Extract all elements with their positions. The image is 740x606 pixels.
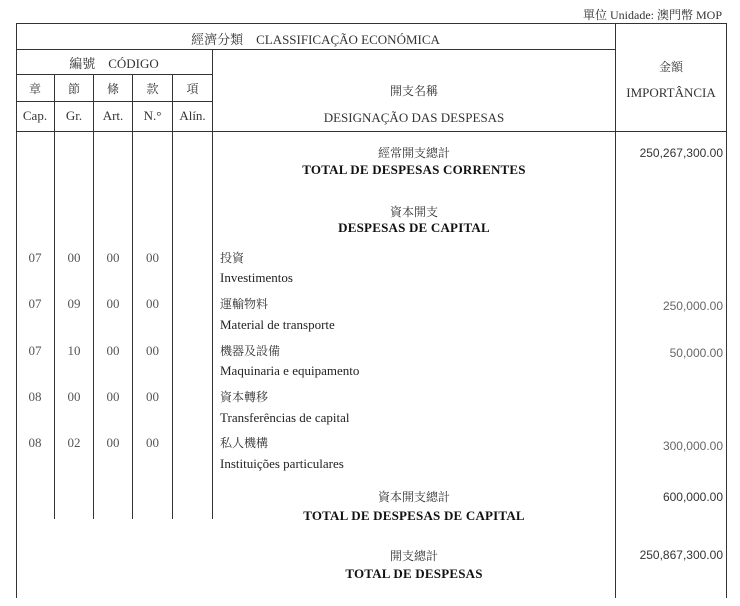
row-art: 00 [106,296,120,311]
codigo-underline [16,74,212,75]
col-cap-pt: Cap. [22,108,48,123]
row-gr: 10 [67,343,81,358]
total-overall-pt: TOTAL DE DESPESAS [345,566,483,581]
classification-underline [16,49,615,50]
capital-heading-pt: DESPESAS DE CAPITAL [338,220,490,235]
col-gr-cn: 節 [67,82,80,96]
row-amount: 300,000.00 [662,439,723,453]
row-art: 00 [106,250,120,265]
amount-header-pt: IMPORTÂNCIA [626,85,716,100]
cn-cols-underline [16,101,212,102]
col-n-cn: 款 [146,82,159,96]
col-alin-cn: 項 [186,82,199,96]
total-capital-cn: 資本開支總計 [377,490,450,504]
row-desc-pt: Investimentos [220,270,293,285]
row-cap: 07 [28,343,42,358]
total-current-amount: 250,267,300.00 [639,146,723,160]
row-n: 00 [146,250,159,265]
total-overall-cn: 開支總計 [389,549,438,563]
row-cap: 07 [28,296,42,311]
designation-header-cn: 開支名稱 [389,84,438,98]
row-amount: 50,000.00 [669,346,723,360]
row-n: 00 [146,296,159,311]
col-gr-pt: Gr. [65,108,83,123]
row-desc-pt: Material de transporte [220,317,335,332]
row-gr: 09 [67,296,81,311]
classification-header: 經濟分類 CLASSIFICAÇÃO ECONÓMICA [191,32,440,47]
header-bottom-border [16,131,727,132]
codigo-header: 編號 CÓDIGO [69,56,159,71]
total-current-pt: TOTAL DE DESPESAS CORRENTES [302,162,526,177]
total-capital-amount: 600,000.00 [662,490,723,504]
col-divider-n [172,74,173,519]
unit-label: 單位 Unidade: 澳門幣 MOP [583,8,722,22]
amount-header-cn: 金額 [658,60,683,74]
row-art: 00 [106,343,120,358]
row-desc-pt: Instituições particulares [220,456,344,471]
row-desc-cn: 資本轉移 [220,390,269,404]
col-art-cn: 條 [106,82,119,96]
row-gr: 02 [67,435,81,450]
row-cap: 08 [28,389,42,404]
row-desc-cn: 運輸物料 [220,297,269,311]
row-n: 00 [146,389,159,404]
row-desc-pt: Maquinaria e equipamento [220,363,360,378]
table-right-border [726,23,727,598]
row-n: 00 [146,343,159,358]
row-desc-pt: Transferências de capital [220,410,350,425]
row-gr: 00 [67,250,81,265]
total-overall-amount: 250,867,300.00 [639,548,723,562]
row-cap: 07 [28,250,42,265]
row-desc-cn: 機器及設備 [220,344,281,358]
total-current-cn: 經常開支總計 [377,146,450,160]
row-desc-cn: 私人機構 [220,436,269,450]
col-n-pt: N.° [143,108,162,123]
designation-header-pt: DESIGNAÇÃO DAS DESPESAS [323,110,505,125]
table-top-border [16,23,727,24]
total-capital-pt: TOTAL DE DESPESAS DE CAPITAL [303,508,525,523]
col-alin-pt: Alín. [179,108,206,123]
col-art-pt: Art. [102,108,124,123]
row-gr: 00 [67,389,81,404]
col-cap-cn: 章 [28,82,41,96]
row-cap: 08 [28,435,42,450]
row-desc-cn: 投資 [220,251,245,265]
row-n: 00 [146,435,159,450]
capital-heading-cn: 資本開支 [389,205,438,219]
row-amount: 250,000.00 [662,299,723,313]
row-art: 00 [106,435,120,450]
row-art: 00 [106,389,120,404]
